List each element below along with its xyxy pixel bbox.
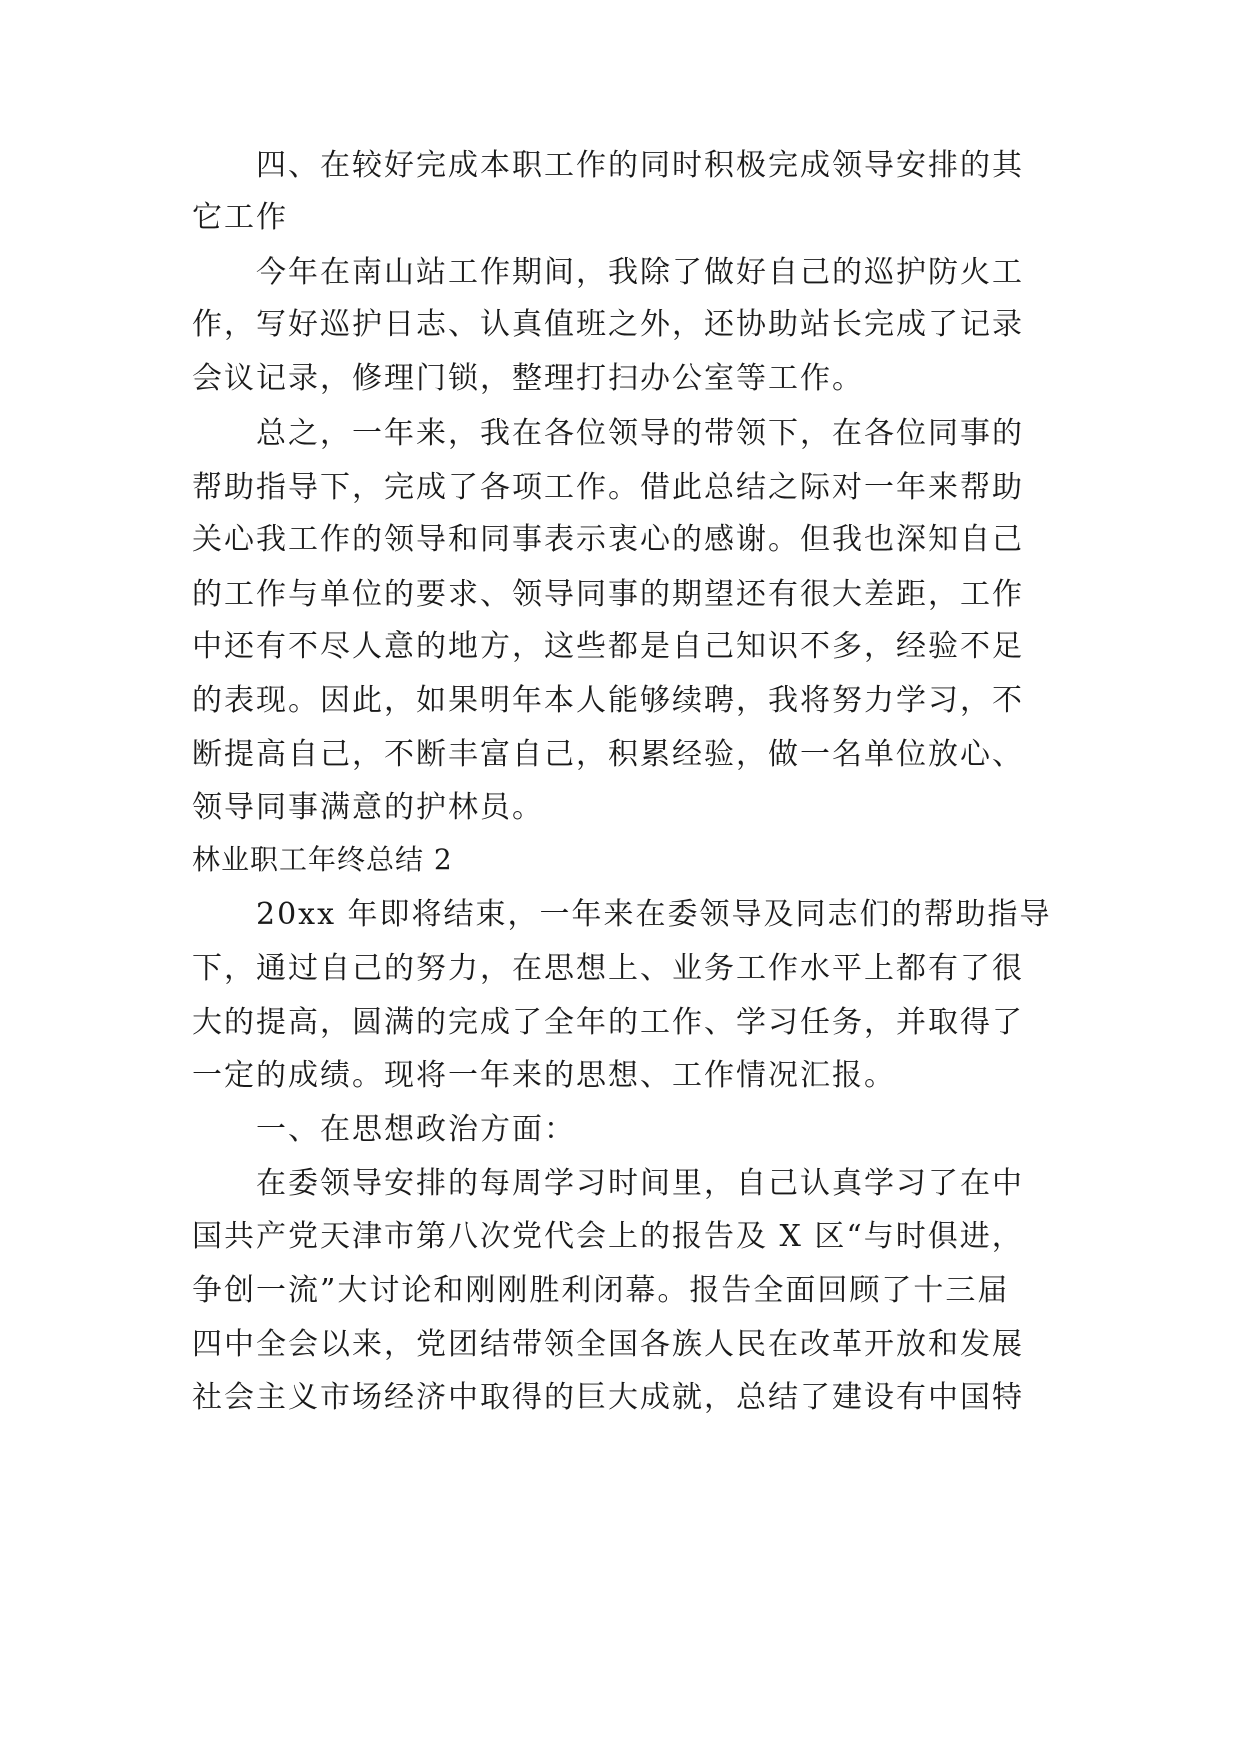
paragraph-line: 国共产党天津市第八次党代会上的报告及 X 区“与时俱进， — [192, 1219, 1024, 1254]
paragraph-line: 今年在南山站工作期间，我除了做好自己的巡护防火工 — [256, 255, 1024, 290]
paragraph-line: 四中全会以来，党团结带领全国各族人民在改革开放和发展 — [192, 1327, 1024, 1362]
paragraph-line: 的工作与单位的要求、领导同事的期望还有很大差距，工作 — [192, 577, 1024, 612]
paragraph-line: 断提高自己，不断丰富自己，积累经验，做一名单位放心、 — [192, 737, 1024, 772]
paragraph-line: 争创一流”大讨论和刚刚胜利闭幕。报告全面回顾了十三届 — [192, 1273, 1010, 1308]
paragraph-line: 总之，一年来，我在各位领导的带领下，在各位同事的 — [256, 416, 1024, 451]
paragraph-line: 20xx 年即将结束，一年来在委领导及同志们的帮助指导 — [256, 897, 1052, 932]
paragraph-line: 领导同事满意的护林员。 — [192, 790, 544, 825]
paragraph-line: 关心我工作的领导和同事表示衷心的感谢。但我也深知自己 — [192, 522, 1024, 557]
section-heading: 林业职工年终总结 2 — [192, 843, 453, 876]
paragraph-line: 下，通过自己的努力，在思想上、业务工作水平上都有了很 — [192, 951, 1024, 986]
paragraph-line: 作，写好巡护日志、认真值班之外，还协助站长完成了记录 — [192, 307, 1024, 342]
paragraph-line: 会议记录，修理门锁，整理打扫办公室等工作。 — [192, 361, 864, 396]
paragraph-line: 社会主义市场经济中取得的巨大成就，总结了建设有中国特 — [192, 1380, 1024, 1415]
paragraph-line: 在委领导安排的每周学习时间里，自己认真学习了在中 — [256, 1166, 1024, 1201]
paragraph-line: 帮助指导下，完成了各项工作。借此总结之际对一年来帮助 — [192, 470, 1024, 505]
paragraph-line: 一、在思想政治方面： — [256, 1112, 576, 1147]
paragraph-line: 四、在较好完成本职工作的同时积极完成领导安排的其 — [256, 148, 1024, 183]
paragraph-line: 大的提高，圆满的完成了全年的工作、学习任务，并取得了 — [192, 1005, 1024, 1040]
paragraph-line: 一定的成绩。现将一年来的思想、工作情况汇报。 — [192, 1058, 896, 1093]
paragraph-line: 它工作 — [192, 200, 288, 235]
paragraph-line: 的表现。因此，如果明年本人能够续聘，我将努力学习，不 — [192, 683, 1024, 718]
paragraph-line: 中还有不尽人意的地方，这些都是自己知识不多，经验不足 — [192, 629, 1024, 664]
